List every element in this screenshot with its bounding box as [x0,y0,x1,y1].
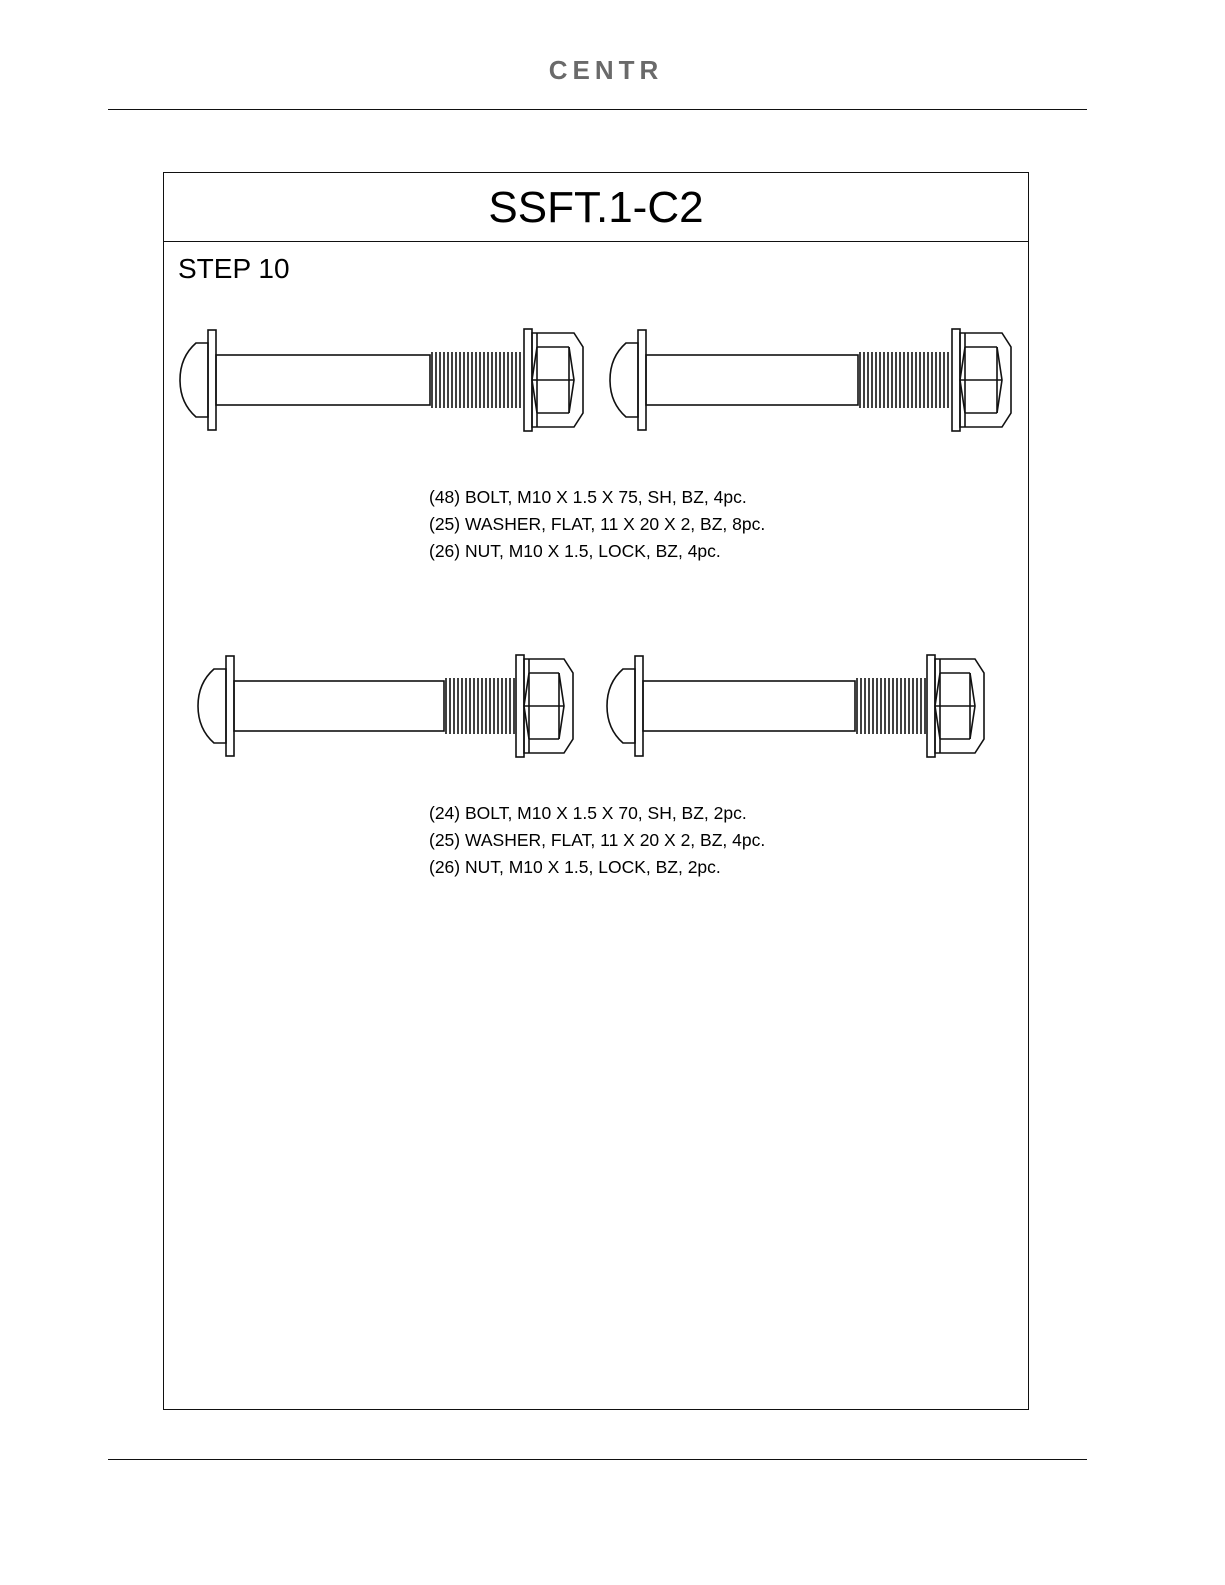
part-line: (25) WASHER, FLAT, 11 X 20 X 2, BZ, 4pc. [429,830,766,850]
bolt-assembly-icon [607,653,997,759]
part-line: (26) NUT, M10 X 1.5, LOCK, BZ, 4pc. [429,541,721,561]
brand-logo: CENTR [548,55,664,85]
bolt-assembly-icon [198,653,578,759]
instruction-panel [163,172,1029,1410]
part-line: (48) BOLT, M10 X 1.5 X 75, SH, BZ, 4pc. [429,487,747,507]
step-label: STEP 10 [178,253,290,284]
bolt-assembly-icon [610,327,1020,433]
bolt-assembly-icon [180,327,590,433]
part-line: (25) WASHER, FLAT, 11 X 20 X 2, BZ, 8pc. [429,514,766,534]
part-line: (26) NUT, M10 X 1.5, LOCK, BZ, 2pc. [429,857,721,877]
part-line: (24) BOLT, M10 X 1.5 X 70, SH, BZ, 2pc. [429,803,747,823]
parts-list [429,800,765,881]
parts-list [429,484,765,565]
panel-title: SSFT.1-C2 [164,173,1028,242]
header-rule [108,109,1087,110]
footer-rule [108,1459,1087,1460]
